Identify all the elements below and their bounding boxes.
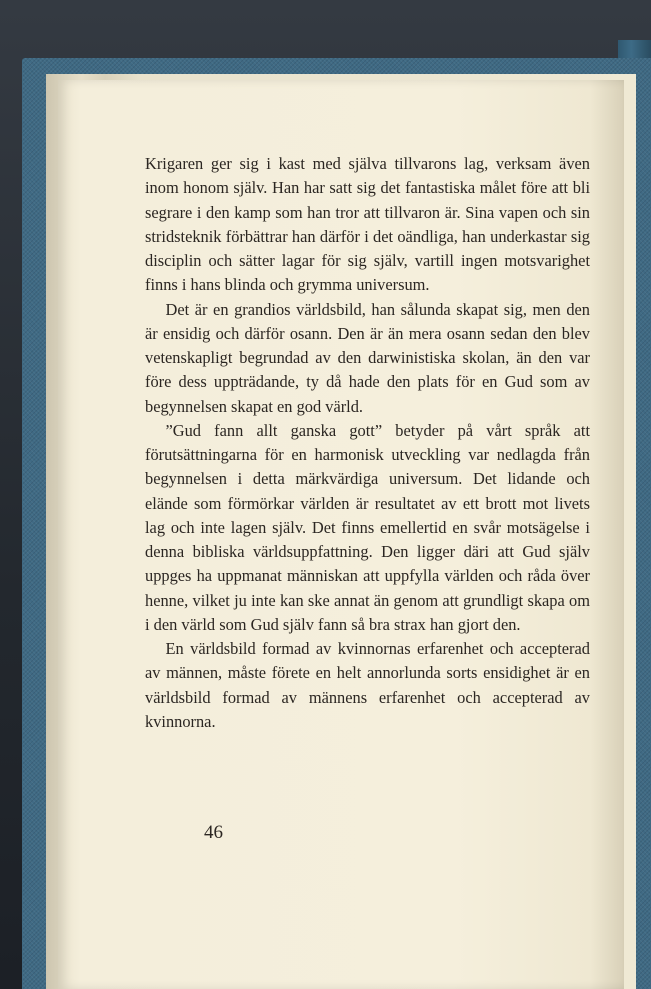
- paragraph: En världsbild formad av kvinnornas erfarenhet och accepterad av männen, måste förete en helt annorlunda sorts ensidighet är en världsbild formad av männens erfarenhet och accepterad av kvinnorna.: [145, 639, 590, 731]
- paragraph: Krigaren ger sig i kast med själva tillvarons lag, verksam även inom honom själv. Han har satt sig det fantastiska målet före att bli segrare i den kamp som han tror att tillvaron är. Sina vapen och sin stridsteknik förbättrar han därför i det oändliga, han underkastar sig disciplin och sätter lagar för sig själv, vartill ingen motsvarighet finns i hans blinda och grymma universum.: [145, 154, 590, 295]
- paragraph: ”Gud fann allt ganska gott” betyder på vårt språk att förutsättningarna för en harmonisk utveckling var nedlagda från begynnelsen i detta märkvärdiga universum. Det lidande och elände som förmörkar världen är resultatet av ett brott mot livets lag och inte lagen själv. Det finns emellertid en svår motsägelse i denna bibliska världsuppfattning. Den ligger däri att Gud själv uppges ha uppmanat människan att uppfylla världen och råda över henne, vilket ju inte kan ske annat än genom att grundligt skapa om i den värld som Gud själv fann så bra strax han gjort den.: [145, 420, 590, 634]
- page-number: 46: [204, 822, 223, 843]
- paragraph: Det är en grandios världsbild, han sålunda skapat sig, men den är ensidig och därför osann. Den är än mera osann sedan den blev vetenskapligt begrundad av den darwinistiska skolan, än den var före dess uppträdande, ty då hade den plats för en Gud som av begynnelsen skapat en god värld.: [145, 299, 590, 416]
- body-text: [145, 152, 590, 734]
